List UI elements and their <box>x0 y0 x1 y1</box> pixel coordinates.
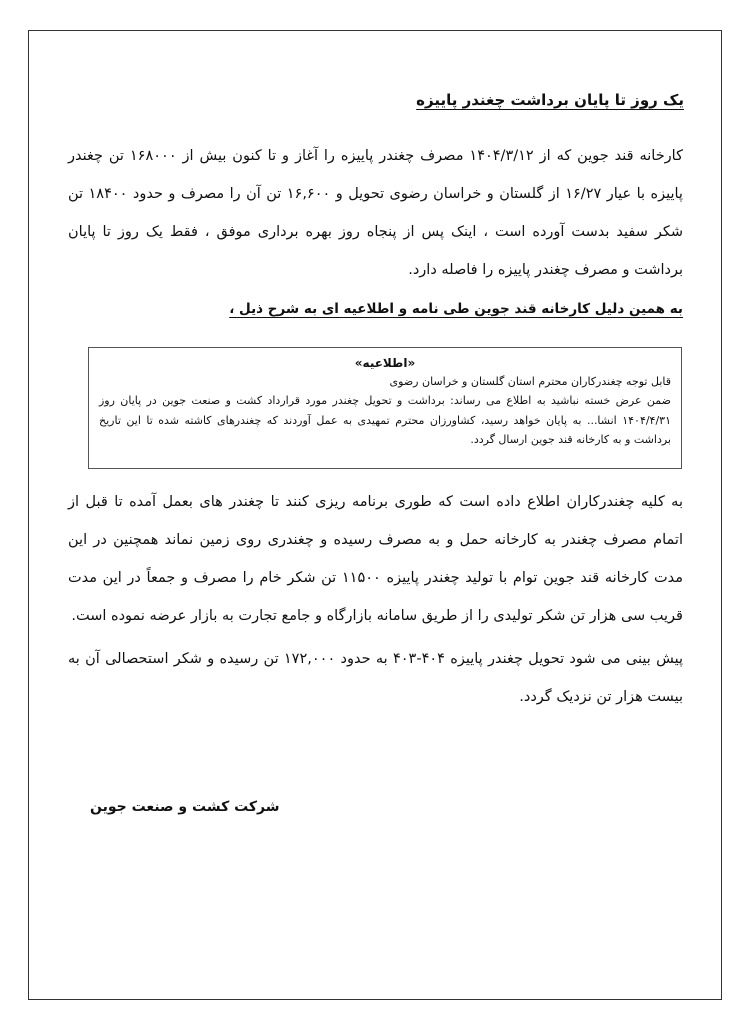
document-title-text: یک روز تا پایان برداشت چغندر پاییزه <box>416 91 684 109</box>
intro-paragraph: کارخانه قند جوین که از ۱۴۰۴/۳/۱۲ مصرف چغندر پاییزه را آغاز و تا کنون بیش از ۱۶۸۰۰۰ تن چغندر پاییزه با عیار ۱۶/۲۷ از گلستان و خراسان رضوی تحویل و ۱۶,۶۰۰ تن آن را مصرف و حدود ۱۸۴۰۰ تن شکر سفید بدست آورده است ، اینک پس از پنجاه روز بهره برداری موفق ، فقط یک روز تا پایان برداشت و مصرف چغندر پاییزه را فاصله دارد. <box>68 148 683 278</box>
forecast-paragraph: پیش بینی می شود تحویل چغندر پاییزه ۴۰۴-۴۰۳ به حدود ۱۷۲,۰۰۰ تن رسیده و شکر استحصالی آن به بیست هزار تن نزدیک گردد. <box>68 651 683 705</box>
document-title <box>84 88 684 112</box>
signature-company-name: شرکت کشت و صنعت جوین <box>90 799 280 815</box>
notice-body: ضمن عرض خسته نباشید به اطلاع می رساند: برداشت و تحویل چغندر مورد قرارداد کشت و صنعت جوین در پایان روز ۱۴۰۴/۴/۳۱ انشا... به پایان خواهد رسید، کشاورزان محترم تمهیدی به عمل آوردند که چغندرهای کاشته شده تا این تاریخ برداشت و به کارخانه قند جوین ارسال گردد. <box>99 394 671 446</box>
notice-intro-heading-text: به همین دلیل کارخانه قند جوین طی نامه و اطلاعیه ای به شرح ذیل ، <box>229 301 683 317</box>
notice-intro-heading <box>73 297 683 321</box>
notice-title: «اطلاعیه» <box>354 356 416 370</box>
body-paragraph: به کلیه چغندرکاران اطلاع داده است که طوری برنامه ریزی کنند تا چغندر های بعمل آمده تا قبل از اتمام مصرف چغندر به کارخانه حمل و به مصرف رسیده و چغندری روی زمین نماند همچنین در این مدت کارخانه قند جوین توام با تولید چغندر پاییزه ۱۱۵۰۰ تن شکر خام را مصرف و جمعاً در این مدت قریب سی هزار تن شکر تولیدی را از طریق سامانه بازارگاه و جامع تجارت به بازار عرضه نموده است. <box>68 494 684 624</box>
notice-addressee: قابل توجه چغندرکاران محترم استان گلستان و خراسان رضوی <box>389 375 671 388</box>
notice-box <box>88 347 682 469</box>
